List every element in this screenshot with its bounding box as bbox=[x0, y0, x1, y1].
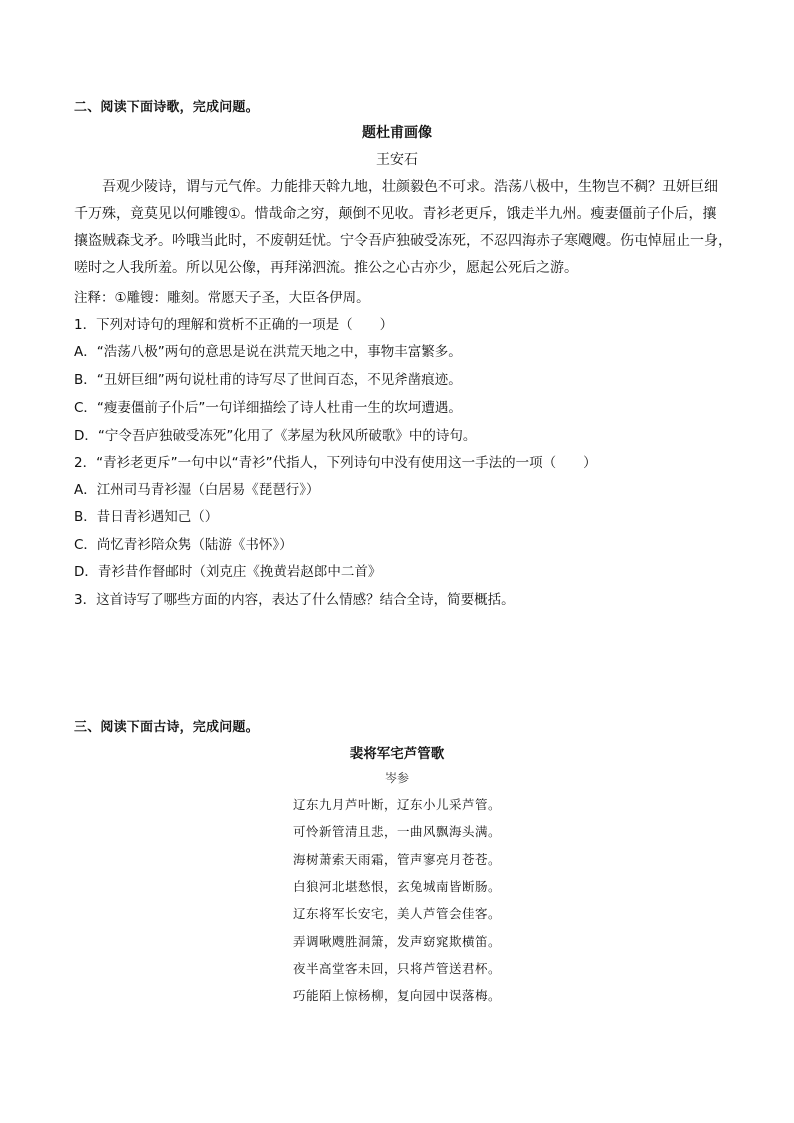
question-1-option-c: C．“瘦妻僵前子仆后”一句详细描绘了诗人杜甫一生的坎坷遭遇。 bbox=[74, 400, 462, 416]
verse-line: 海树萧索天雨霜，管声寥亮月苍苍。 bbox=[292, 852, 501, 867]
verse-line: 巧能陌上惊杨柳，复向园中误落梅。 bbox=[292, 988, 501, 1003]
poem-2-author: 岑参 bbox=[384, 771, 409, 785]
verse-line: 弄调啾飕胜洞箫，发声窈窕欺横笛。 bbox=[292, 934, 501, 949]
poem-line: 吾观少陵诗，谓与元气侔。力能排天斡九地，壮颜毅色不可求。浩荡八极中，生物岂不稠？丑妍巨细 bbox=[102, 179, 718, 195]
poem-line: 嗟时之人我所羞。所以见公像，再拜涕泗流。推公之心古亦少，愿起公死后之游。 bbox=[74, 260, 578, 276]
poem-line: 千万殊，竟莫见以何雕锼①。惜哉命之穷，颠倒不见收。青衫老更斥，饿走半九州。瘦妻僵前子仆后，攘 bbox=[74, 206, 717, 222]
question-1-option-b: B．“丑妍巨细”两句说杜甫的诗写尽了世间百态，不见斧凿痕迹。 bbox=[74, 372, 462, 388]
section-2-heading: 二、阅读下面诗歌，完成问题。 bbox=[74, 100, 259, 115]
poem-body bbox=[74, 174, 732, 282]
verse-line: 夜半高堂客未回，只将芦管送君杯。 bbox=[292, 961, 501, 976]
question-1-option-a: A．“浩荡八极”两句的意思是说在洪荒天地之中，事物丰富繁多。 bbox=[74, 344, 462, 360]
question-2-option-a: A．江州司马青衫湿（白居易《琵琶行》） bbox=[74, 482, 320, 498]
verse-line: 可怜新管清且悲，一曲风飘海头满。 bbox=[292, 824, 501, 839]
poem-title: 题杜甫画像 bbox=[362, 125, 432, 141]
question-1-option-d: D．“宁令吾庐独破受冻死”化用了《茅屋为秋风所破歌》中的诗句。 bbox=[74, 428, 477, 444]
question-2-option-b: B．昔日青衫遇知己（） bbox=[74, 509, 219, 525]
verse-line: 辽东九月芦叶断，辽东小儿采芦管。 bbox=[292, 797, 501, 812]
section-3-heading: 三、阅读下面古诗，完成问题。 bbox=[74, 720, 259, 735]
question-1: 1．下列对诗句的理解和赏析不正确的一项是（ ） bbox=[74, 317, 394, 333]
poem-note: 注释：①雕锼：雕刻。常愿天子圣，大臣各伊周。 bbox=[74, 290, 370, 306]
poem-author: 王安石 bbox=[376, 152, 418, 168]
verse-line: 辽东将军长安宅，美人芦管会佳客。 bbox=[292, 906, 501, 921]
poem-line: 攘盗贼森戈矛。吟哦当此时，不废朝廷忧。宁令吾庐独破受冻死，不忍四海赤子寒飕飕。伤屯悼屈止一身， bbox=[74, 233, 732, 249]
question-2: 2．“青衫老更斥”一句中以“青衫”代指人，下列诗句中没有使用这一手法的一项（ ） bbox=[74, 455, 597, 471]
verse-line: 白狼河北堪愁恨，玄兔城南皆断肠。 bbox=[292, 879, 501, 894]
poem-2-title: 裴将军宅芦管歌 bbox=[349, 746, 445, 762]
question-2-option-d: D．青衫昔作督邮时（刘克庄《挽黄岩赵郎中二首》 bbox=[74, 564, 382, 580]
question-2-option-c: C．尚忆青衫陪众隽（陆游《书怀》） bbox=[74, 537, 293, 553]
question-3: 3．这首诗写了哪些方面的内容，表达了什么情感？结合全诗，简要概括。 bbox=[74, 592, 515, 608]
